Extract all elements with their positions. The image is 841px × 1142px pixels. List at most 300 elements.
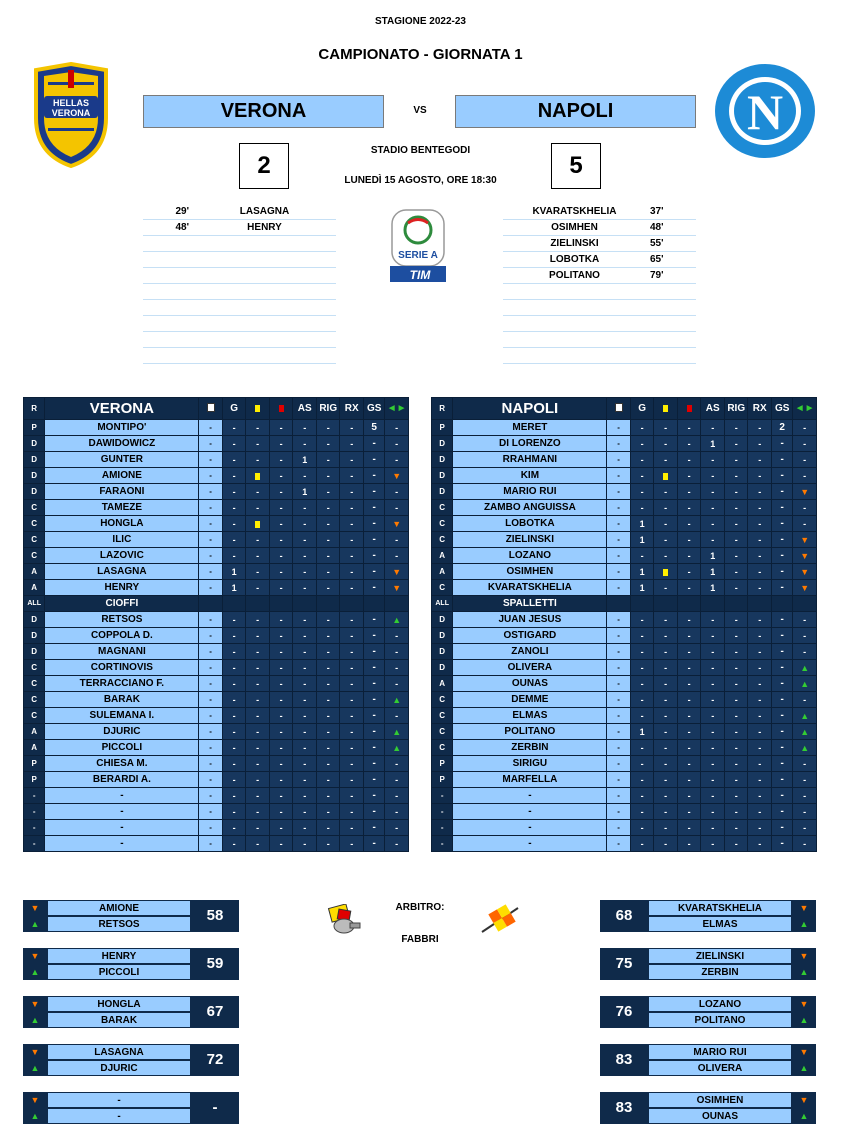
stat-rx: - bbox=[748, 740, 772, 756]
stat-sub bbox=[385, 580, 409, 596]
stat-rx: - bbox=[748, 564, 772, 580]
player-name[interactable]: DAWIDOWICZ bbox=[45, 436, 199, 452]
stat-rx: - bbox=[748, 436, 772, 452]
player-name[interactable]: KVARATSKHELIA bbox=[453, 580, 607, 596]
player-report: - bbox=[607, 724, 631, 740]
red-card-icon bbox=[279, 405, 284, 412]
serie-a-logo-icon bbox=[386, 208, 450, 284]
stat-as: - bbox=[293, 836, 317, 852]
stat-rig: - bbox=[724, 804, 748, 820]
coach-cell bbox=[222, 596, 246, 612]
stat-gs: 5 bbox=[363, 420, 384, 436]
stat-y: - bbox=[654, 644, 678, 660]
stat-sub bbox=[385, 692, 409, 708]
scorer-row bbox=[143, 236, 336, 252]
stat-sub: - bbox=[793, 772, 817, 788]
stat-rx: - bbox=[340, 820, 364, 836]
sub-names bbox=[47, 996, 191, 1028]
stat-y: - bbox=[246, 452, 270, 468]
stat-as: - bbox=[701, 468, 725, 484]
player-report: - bbox=[607, 468, 631, 484]
player-name[interactable]: DJURIC bbox=[45, 724, 199, 740]
stat-rx: - bbox=[340, 516, 364, 532]
player-name[interactable]: OLIVERA bbox=[453, 660, 607, 676]
home-score: 2 bbox=[239, 143, 289, 189]
player-row bbox=[24, 468, 409, 484]
stat-y: - bbox=[246, 500, 270, 516]
player-report: - bbox=[607, 580, 631, 596]
stat-rig: - bbox=[724, 436, 748, 452]
scorer-name bbox=[193, 284, 336, 299]
player-role: D bbox=[24, 468, 45, 484]
stat-as: - bbox=[293, 564, 317, 580]
stat-rx: - bbox=[748, 548, 772, 564]
player-name[interactable]: HONGLA bbox=[45, 516, 199, 532]
player-name[interactable]: HENRY bbox=[45, 580, 199, 596]
stat-gs: - bbox=[771, 676, 792, 692]
scorer-row bbox=[503, 284, 696, 300]
stat-gs: - bbox=[363, 516, 384, 532]
player-name[interactable]: TERRACCIANO F. bbox=[45, 676, 199, 692]
player-name[interactable]: CORTINOVIS bbox=[45, 660, 199, 676]
player-name[interactable]: LOBOTKA bbox=[453, 516, 607, 532]
sub-in-name: ZERBIN bbox=[648, 964, 792, 980]
stat-rx: - bbox=[748, 756, 772, 772]
player-name[interactable]: BARAK bbox=[45, 692, 199, 708]
player-row bbox=[24, 772, 409, 788]
player-role: C bbox=[24, 676, 45, 692]
scorer-name bbox=[503, 316, 646, 331]
stat-as: - bbox=[293, 612, 317, 628]
stat-rx: - bbox=[340, 500, 364, 516]
stat-red: - bbox=[269, 660, 293, 676]
scorer-name bbox=[193, 268, 336, 283]
stat-y: - bbox=[654, 516, 678, 532]
player-report: - bbox=[199, 836, 223, 852]
stat-as: - bbox=[293, 644, 317, 660]
stat-rx: - bbox=[340, 564, 364, 580]
player-name[interactable]: LAZOVIC bbox=[45, 548, 199, 564]
player-row bbox=[24, 692, 409, 708]
stat-red: - bbox=[677, 500, 701, 516]
player-row bbox=[24, 548, 409, 564]
stat-gs: - bbox=[771, 660, 792, 676]
player-report: - bbox=[199, 740, 223, 756]
sub-in-icon: ▲ bbox=[799, 1015, 809, 1025]
player-name[interactable]: PICCOLI bbox=[45, 740, 199, 756]
stat-rig: - bbox=[724, 516, 748, 532]
scorer-name bbox=[503, 284, 646, 299]
player-name[interactable]: - bbox=[453, 820, 607, 836]
stat-g: - bbox=[630, 484, 654, 500]
coach-cell bbox=[677, 596, 701, 612]
stat-y: - bbox=[246, 788, 270, 804]
scorer-minute: 79' bbox=[650, 270, 664, 281]
player-row bbox=[432, 500, 817, 516]
sub-arrows bbox=[23, 1044, 47, 1076]
stat-sub bbox=[385, 564, 409, 580]
sub-out-name: - bbox=[47, 1092, 191, 1108]
stat-rx: - bbox=[340, 468, 364, 484]
stat-y: - bbox=[246, 804, 270, 820]
stat-gs: - bbox=[363, 452, 384, 468]
stat-sub bbox=[793, 532, 817, 548]
stat-rx: - bbox=[340, 660, 364, 676]
scorer-minute: 55' bbox=[650, 238, 664, 249]
player-row bbox=[24, 644, 409, 660]
player-name[interactable]: ZIELINSKI bbox=[453, 532, 607, 548]
stat-red: - bbox=[269, 692, 293, 708]
player-name[interactable]: MARFELLA bbox=[453, 772, 607, 788]
player-report: - bbox=[607, 772, 631, 788]
sub-out-icon: ▼ bbox=[799, 999, 809, 1009]
player-role: P bbox=[24, 772, 45, 788]
stat-rig: - bbox=[724, 756, 748, 772]
stat-g: 1 bbox=[630, 580, 654, 596]
sub-in-icon: ▲ bbox=[392, 726, 402, 737]
stat-sub: - bbox=[793, 516, 817, 532]
sub-arrows bbox=[792, 1044, 816, 1076]
stat-sub bbox=[385, 724, 409, 740]
player-report: - bbox=[607, 532, 631, 548]
stat-gs: - bbox=[771, 452, 792, 468]
stat-rig: - bbox=[724, 692, 748, 708]
stat-rx: - bbox=[748, 692, 772, 708]
stat-red: - bbox=[677, 804, 701, 820]
stat-gs: - bbox=[363, 612, 384, 628]
player-row bbox=[432, 660, 817, 676]
sub-minute: 83 bbox=[600, 1092, 648, 1124]
stat-g: - bbox=[222, 612, 246, 628]
stat-y: - bbox=[246, 644, 270, 660]
home-players-table bbox=[23, 397, 409, 852]
coach-cell bbox=[793, 596, 817, 612]
stat-sub: - bbox=[793, 788, 817, 804]
player-role: A bbox=[24, 724, 45, 740]
player-name[interactable]: GUNTER bbox=[45, 452, 199, 468]
role-header: R bbox=[432, 398, 453, 420]
stat-rx: - bbox=[340, 788, 364, 804]
player-row bbox=[432, 436, 817, 452]
player-row bbox=[24, 580, 409, 596]
sub-in-icon: ▲ bbox=[30, 1015, 40, 1025]
sub-minute: 68 bbox=[600, 900, 648, 932]
player-name[interactable]: OSIMHEN bbox=[453, 564, 607, 580]
scorer-row bbox=[143, 332, 336, 348]
stat-sub bbox=[385, 516, 409, 532]
player-role: - bbox=[24, 820, 45, 836]
player-name[interactable]: POLITANO bbox=[453, 724, 607, 740]
stat-sub: - bbox=[385, 660, 409, 676]
player-name[interactable]: ILIC bbox=[45, 532, 199, 548]
stat-sub: - bbox=[385, 756, 409, 772]
player-row bbox=[432, 452, 817, 468]
stat-rig: - bbox=[316, 756, 340, 772]
away-team-name: NAPOLI bbox=[455, 95, 696, 128]
player-name[interactable]: - bbox=[45, 820, 199, 836]
sub-names bbox=[47, 1044, 191, 1076]
player-report: - bbox=[199, 708, 223, 724]
player-role: C bbox=[432, 724, 453, 740]
stat-red: - bbox=[269, 420, 293, 436]
stat-as: - bbox=[293, 804, 317, 820]
stat-as: - bbox=[293, 516, 317, 532]
stat-as: - bbox=[701, 532, 725, 548]
sub-in-icon: ▲ bbox=[800, 678, 810, 689]
stat-y: - bbox=[654, 452, 678, 468]
coach-cell bbox=[771, 596, 792, 612]
scorer-row bbox=[143, 284, 336, 300]
sub-arrows bbox=[792, 1092, 816, 1124]
stat-g: - bbox=[630, 788, 654, 804]
player-row bbox=[24, 740, 409, 756]
player-name[interactable]: SULEMANA I. bbox=[45, 708, 199, 724]
player-name[interactable]: ZERBIN bbox=[453, 740, 607, 756]
stat-rx: - bbox=[340, 436, 364, 452]
player-name[interactable]: RETSOS bbox=[45, 612, 199, 628]
player-name[interactable]: AMIONE bbox=[45, 468, 199, 484]
stat-gs: - bbox=[363, 500, 384, 516]
yellow-card-icon bbox=[255, 405, 260, 412]
stat-rx: - bbox=[748, 660, 772, 676]
player-name[interactable]: ELMAS bbox=[453, 708, 607, 724]
player-name[interactable]: MERET bbox=[453, 420, 607, 436]
sub-out-icon: ▼ bbox=[30, 951, 40, 961]
assists-header: AS bbox=[293, 398, 317, 420]
player-row bbox=[432, 420, 817, 436]
stat-as: 1 bbox=[701, 564, 725, 580]
stat-as: - bbox=[293, 772, 317, 788]
stat-rx: - bbox=[340, 484, 364, 500]
sub-out-icon: ▼ bbox=[30, 1047, 40, 1057]
sub-arrows bbox=[792, 900, 816, 932]
coach-cell bbox=[654, 596, 678, 612]
stat-rig: - bbox=[316, 676, 340, 692]
scorer-row bbox=[143, 348, 336, 364]
stat-sub: - bbox=[793, 692, 817, 708]
player-name[interactable]: DI LORENZO bbox=[453, 436, 607, 452]
sub-in-icon: ▲ bbox=[30, 967, 40, 977]
player-row bbox=[432, 580, 817, 596]
player-report: - bbox=[199, 420, 223, 436]
player-name[interactable]: - bbox=[45, 804, 199, 820]
player-role: D bbox=[24, 484, 45, 500]
document-icon bbox=[615, 403, 623, 412]
scorer-minute bbox=[646, 284, 696, 299]
stat-y: - bbox=[246, 740, 270, 756]
player-role: C bbox=[24, 516, 45, 532]
substitution-box bbox=[23, 1044, 239, 1076]
player-name[interactable]: OUNAS bbox=[453, 676, 607, 692]
player-name[interactable]: LOZANO bbox=[453, 548, 607, 564]
stat-red: - bbox=[269, 756, 293, 772]
stat-sub: - bbox=[385, 628, 409, 644]
scorer-minute bbox=[143, 284, 193, 299]
player-report: - bbox=[607, 820, 631, 836]
scorer-name bbox=[193, 316, 336, 331]
player-name[interactable]: TAMEZE bbox=[45, 500, 199, 516]
red-card-icon bbox=[269, 398, 293, 420]
stat-y: - bbox=[654, 436, 678, 452]
stat-g: - bbox=[222, 740, 246, 756]
sub-minute: 83 bbox=[600, 1044, 648, 1076]
player-name[interactable]: RRAHMANI bbox=[453, 452, 607, 468]
stat-gs: - bbox=[771, 772, 792, 788]
sub-out-icon: ▼ bbox=[799, 951, 809, 961]
sub-names bbox=[648, 948, 792, 980]
coach-row bbox=[432, 596, 817, 612]
stat-g: - bbox=[222, 804, 246, 820]
coach-role: ALL bbox=[24, 596, 45, 612]
sub-in-name: DJURIC bbox=[47, 1060, 191, 1076]
stat-y bbox=[246, 468, 270, 484]
scorer-row bbox=[503, 300, 696, 316]
player-name[interactable]: - bbox=[453, 788, 607, 804]
yellow-card-icon bbox=[255, 521, 260, 528]
sub-out-icon: ▼ bbox=[30, 903, 40, 913]
scorer-minute bbox=[143, 300, 193, 315]
svg-text:N: N bbox=[746, 84, 784, 140]
stat-rx: - bbox=[748, 788, 772, 804]
player-name[interactable]: SIRIGU bbox=[453, 756, 607, 772]
stat-as: - bbox=[293, 500, 317, 516]
stat-as: - bbox=[701, 484, 725, 500]
stat-sub: - bbox=[385, 804, 409, 820]
report-icon bbox=[607, 398, 631, 420]
player-name[interactable]: LASAGNA bbox=[45, 564, 199, 580]
stat-g: - bbox=[222, 532, 246, 548]
stat-g: - bbox=[222, 708, 246, 724]
table-header bbox=[432, 398, 817, 420]
player-row bbox=[432, 788, 817, 804]
stat-g: 1 bbox=[222, 580, 246, 596]
player-name[interactable]: FARAONI bbox=[45, 484, 199, 500]
player-report: - bbox=[199, 468, 223, 484]
sub-out-name: HONGLA bbox=[47, 996, 191, 1012]
team-header: VERONA bbox=[45, 398, 199, 420]
player-name[interactable]: BERARDI A. bbox=[45, 772, 199, 788]
player-name[interactable]: ZANOLI bbox=[453, 644, 607, 660]
substitution-box bbox=[23, 1092, 239, 1124]
sub-out-icon: ▼ bbox=[800, 534, 810, 545]
stat-red: - bbox=[269, 452, 293, 468]
sub-in-icon: ▲ bbox=[800, 726, 810, 737]
player-report: - bbox=[607, 436, 631, 452]
player-name[interactable]: OSTIGARD bbox=[453, 628, 607, 644]
scorer-row bbox=[503, 220, 696, 236]
player-name[interactable]: KIM bbox=[453, 468, 607, 484]
stat-g: - bbox=[222, 676, 246, 692]
scorer-row bbox=[503, 332, 696, 348]
player-role: D bbox=[24, 644, 45, 660]
goals-conceded-header: GS bbox=[771, 398, 792, 420]
player-report: - bbox=[199, 756, 223, 772]
player-name[interactable]: DEMME bbox=[453, 692, 607, 708]
sub-names bbox=[648, 1092, 792, 1124]
player-row bbox=[432, 484, 817, 500]
stat-rig: - bbox=[724, 772, 748, 788]
player-role: C bbox=[432, 740, 453, 756]
stat-as: - bbox=[293, 724, 317, 740]
player-name[interactable]: - bbox=[453, 836, 607, 852]
stat-sub bbox=[793, 580, 817, 596]
player-report: - bbox=[607, 676, 631, 692]
sub-in-name: POLITANO bbox=[648, 1012, 792, 1028]
player-row bbox=[24, 820, 409, 836]
player-report: - bbox=[607, 804, 631, 820]
player-report: - bbox=[607, 500, 631, 516]
stat-as: - bbox=[701, 676, 725, 692]
player-name[interactable]: ZAMBO ANGUISSA bbox=[453, 500, 607, 516]
stat-gs: - bbox=[771, 756, 792, 772]
stat-g: 1 bbox=[630, 724, 654, 740]
stat-sub: - bbox=[385, 644, 409, 660]
stat-rx: - bbox=[340, 580, 364, 596]
stat-red: - bbox=[677, 516, 701, 532]
sub-names bbox=[648, 996, 792, 1028]
player-role: D bbox=[24, 436, 45, 452]
stat-red: - bbox=[677, 548, 701, 564]
player-name[interactable]: - bbox=[453, 804, 607, 820]
player-name[interactable]: CHIESA M. bbox=[45, 756, 199, 772]
player-row bbox=[24, 452, 409, 468]
stat-y: - bbox=[246, 660, 270, 676]
player-name[interactable]: - bbox=[45, 836, 199, 852]
substitution-box bbox=[600, 1092, 816, 1124]
goals-header: G bbox=[630, 398, 654, 420]
scorer-row bbox=[143, 268, 336, 284]
player-row bbox=[24, 628, 409, 644]
player-row bbox=[24, 516, 409, 532]
stat-rx: - bbox=[748, 580, 772, 596]
player-name[interactable]: MONTIPO' bbox=[45, 420, 199, 436]
stat-rx: - bbox=[340, 676, 364, 692]
stat-rig: - bbox=[724, 660, 748, 676]
player-report: - bbox=[199, 612, 223, 628]
sub-out-icon: ▼ bbox=[392, 470, 402, 481]
stat-red: - bbox=[677, 420, 701, 436]
stat-sub bbox=[793, 660, 817, 676]
player-role: D bbox=[432, 644, 453, 660]
sub-minute: 75 bbox=[600, 948, 648, 980]
stat-g: - bbox=[222, 692, 246, 708]
stat-rx: - bbox=[748, 836, 772, 852]
player-row bbox=[432, 548, 817, 564]
player-name[interactable]: JUAN JESUS bbox=[453, 612, 607, 628]
stat-y: - bbox=[246, 564, 270, 580]
sub-arrows bbox=[23, 900, 47, 932]
stat-as: - bbox=[293, 820, 317, 836]
player-name[interactable]: MARIO RUI bbox=[453, 484, 607, 500]
stat-y: - bbox=[654, 484, 678, 500]
player-name[interactable]: - bbox=[45, 788, 199, 804]
stat-rig: - bbox=[724, 452, 748, 468]
stat-g: - bbox=[222, 500, 246, 516]
player-role: P bbox=[24, 420, 45, 436]
sub-out-name: HENRY bbox=[47, 948, 191, 964]
stat-gs: - bbox=[363, 564, 384, 580]
report-icon bbox=[199, 398, 223, 420]
sub-in-icon: ▲ bbox=[392, 614, 402, 625]
player-name[interactable]: MAGNANI bbox=[45, 644, 199, 660]
player-role: P bbox=[432, 756, 453, 772]
stat-rx: - bbox=[748, 628, 772, 644]
stat-y: - bbox=[654, 420, 678, 436]
scorer-minute bbox=[143, 252, 193, 267]
stat-g: 1 bbox=[630, 516, 654, 532]
stat-as: - bbox=[701, 516, 725, 532]
player-name[interactable]: COPPOLA D. bbox=[45, 628, 199, 644]
